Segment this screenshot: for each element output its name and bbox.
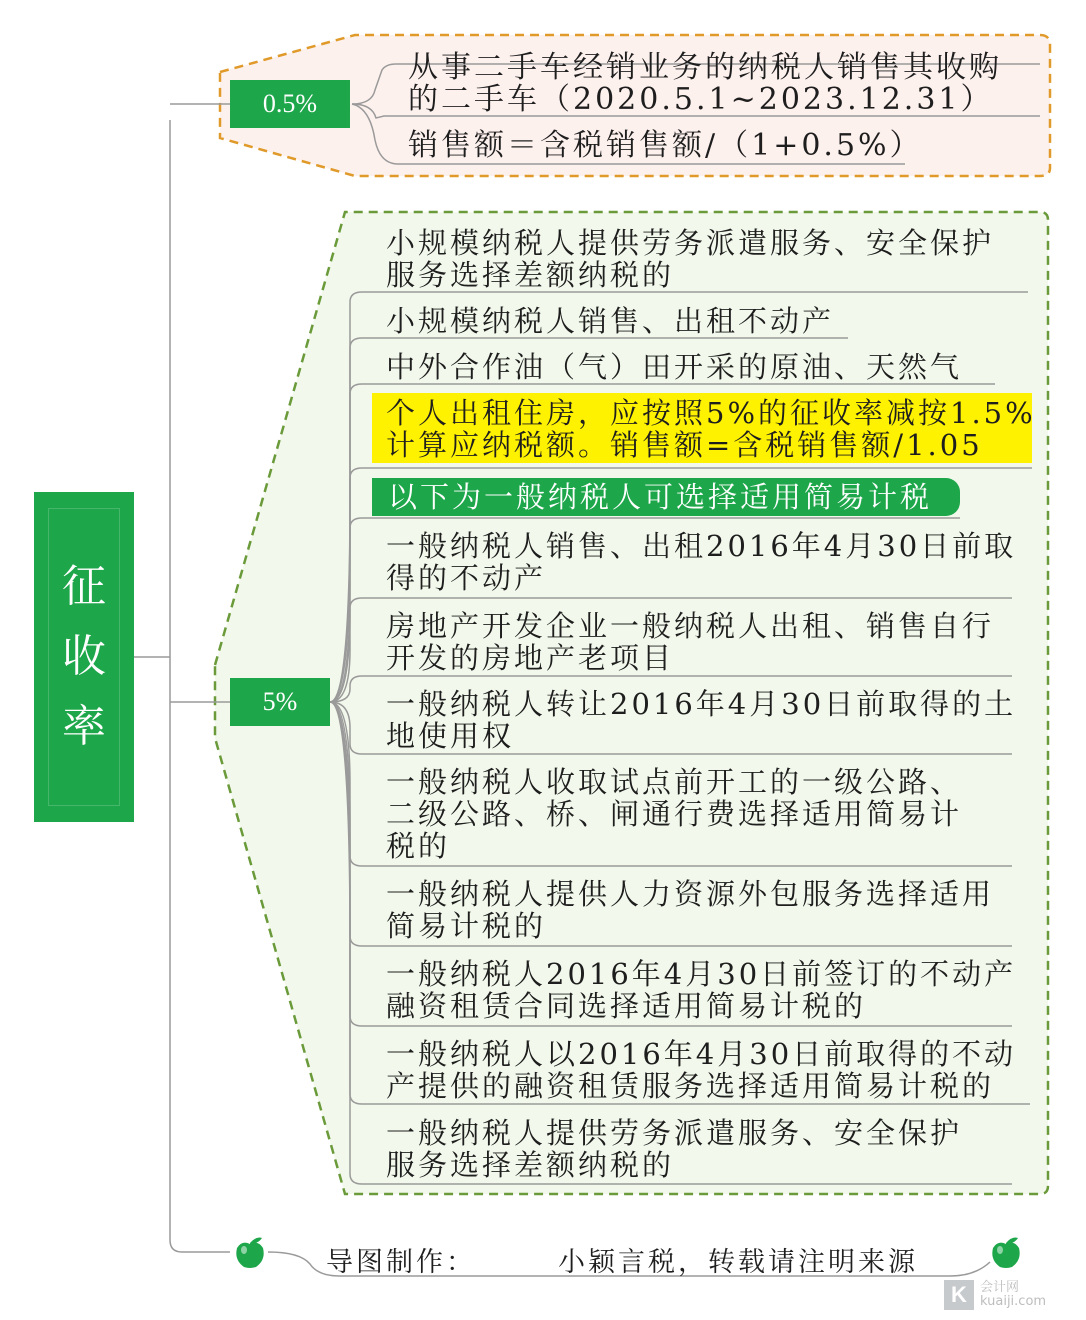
watermark-name: 会计网 xyxy=(980,1280,1020,1295)
item-general-labor-dispatch xyxy=(386,1117,962,1181)
item-line: 融资租赁合同选择适用简易计税的 xyxy=(386,989,867,1023)
root-char-2: 收 xyxy=(62,631,106,682)
item-individual-housing-rental xyxy=(386,397,1036,461)
watermark-k-icon: K xyxy=(944,1280,974,1310)
watermark-logo xyxy=(944,1280,1046,1310)
item-line: 一般纳税人提供劳务派遣服务、安全保护 xyxy=(386,1116,963,1150)
item-road-tolls xyxy=(386,766,962,862)
item-finance-lease-service xyxy=(386,1038,1016,1102)
item-finance-lease-contract xyxy=(386,958,1016,1022)
item-line: 计算应纳税额。销售额=含税销售额/1.05 xyxy=(386,428,983,462)
root-char-1: 征 xyxy=(62,561,106,612)
item-line: 从事二手车经销业务的纳税人销售其收购 xyxy=(408,50,1002,85)
item-line: 地使用权 xyxy=(386,719,515,753)
footer-label: 导图制作： xyxy=(326,1247,476,1278)
item-used-car-dealer xyxy=(408,52,1002,116)
item-line: 产提供的融资租赁服务选择适用简易计税的 xyxy=(386,1069,995,1103)
item-line: 小规模纳税人提供劳务派遣服务、安全保护 xyxy=(386,226,995,260)
item-line: 一般纳税人2016年4月30日前签订的不动产 xyxy=(386,957,1017,991)
footer-author: 小颖言税，转载请注明来源 xyxy=(558,1247,918,1278)
apple-icon xyxy=(232,1234,268,1270)
item-line: 个人出租住房，应按照5%的征收率减按1.5% xyxy=(386,396,1036,430)
item-line: 开发的房地产老项目 xyxy=(386,641,675,675)
item-small-real-estate xyxy=(386,305,834,337)
item-line: 得的不动产 xyxy=(386,561,547,595)
item-line: 的二手车（2020.5.1~2023.12.31） xyxy=(408,82,994,117)
item-offshore-oil-gas xyxy=(386,351,962,383)
watermark-domain: kuaiji.com xyxy=(980,1294,1047,1309)
general-taxpayer-note: 以下为一般纳税人可选择适用简易计税 xyxy=(372,478,960,516)
item-used-car-formula xyxy=(408,130,923,162)
item-line: 二级公路、桥、闸通行费选择适用简易计 xyxy=(386,797,963,831)
item-line: 简易计税的 xyxy=(386,909,547,943)
item-line: 服务选择差额纳税的 xyxy=(386,258,675,292)
item-line: 销售额＝含税销售额/（1+0.5%） xyxy=(408,128,923,163)
item-small-labor-dispatch xyxy=(386,227,994,291)
rate-node-0-5-percent: 0.5% xyxy=(230,80,350,128)
root-node-levy-rate xyxy=(34,492,134,822)
item-line: 中外合作油（气）田开采的原油、天然气 xyxy=(386,350,963,384)
item-line: 一般纳税人转让2016年4月30日前取得的土 xyxy=(386,687,1017,721)
item-line: 一般纳税人以2016年4月30日前取得的不动 xyxy=(386,1037,1017,1071)
item-line: 一般纳税人提供人力资源外包服务选择适用 xyxy=(386,877,995,911)
item-line: 一般纳税人销售、出租2016年4月30日前取 xyxy=(386,529,1017,563)
item-line: 小规模纳税人销售、出租不动产 xyxy=(386,304,835,338)
apple-icon xyxy=(988,1234,1024,1270)
root-char-3: 率 xyxy=(62,701,106,752)
item-general-sell-lease-property xyxy=(386,530,1016,594)
item-developer-old-project xyxy=(386,610,994,674)
item-line: 服务选择差额纳税的 xyxy=(386,1148,675,1182)
item-hr-outsourcing xyxy=(386,878,994,942)
item-line: 一般纳税人收取试点前开工的一级公路、 xyxy=(386,765,963,799)
item-line: 房地产开发企业一般纳税人出租、销售自行 xyxy=(386,609,995,643)
item-line: 税的 xyxy=(386,829,451,863)
item-land-use-rights xyxy=(386,688,1016,752)
rate-node-5-percent: 5% xyxy=(230,678,330,726)
